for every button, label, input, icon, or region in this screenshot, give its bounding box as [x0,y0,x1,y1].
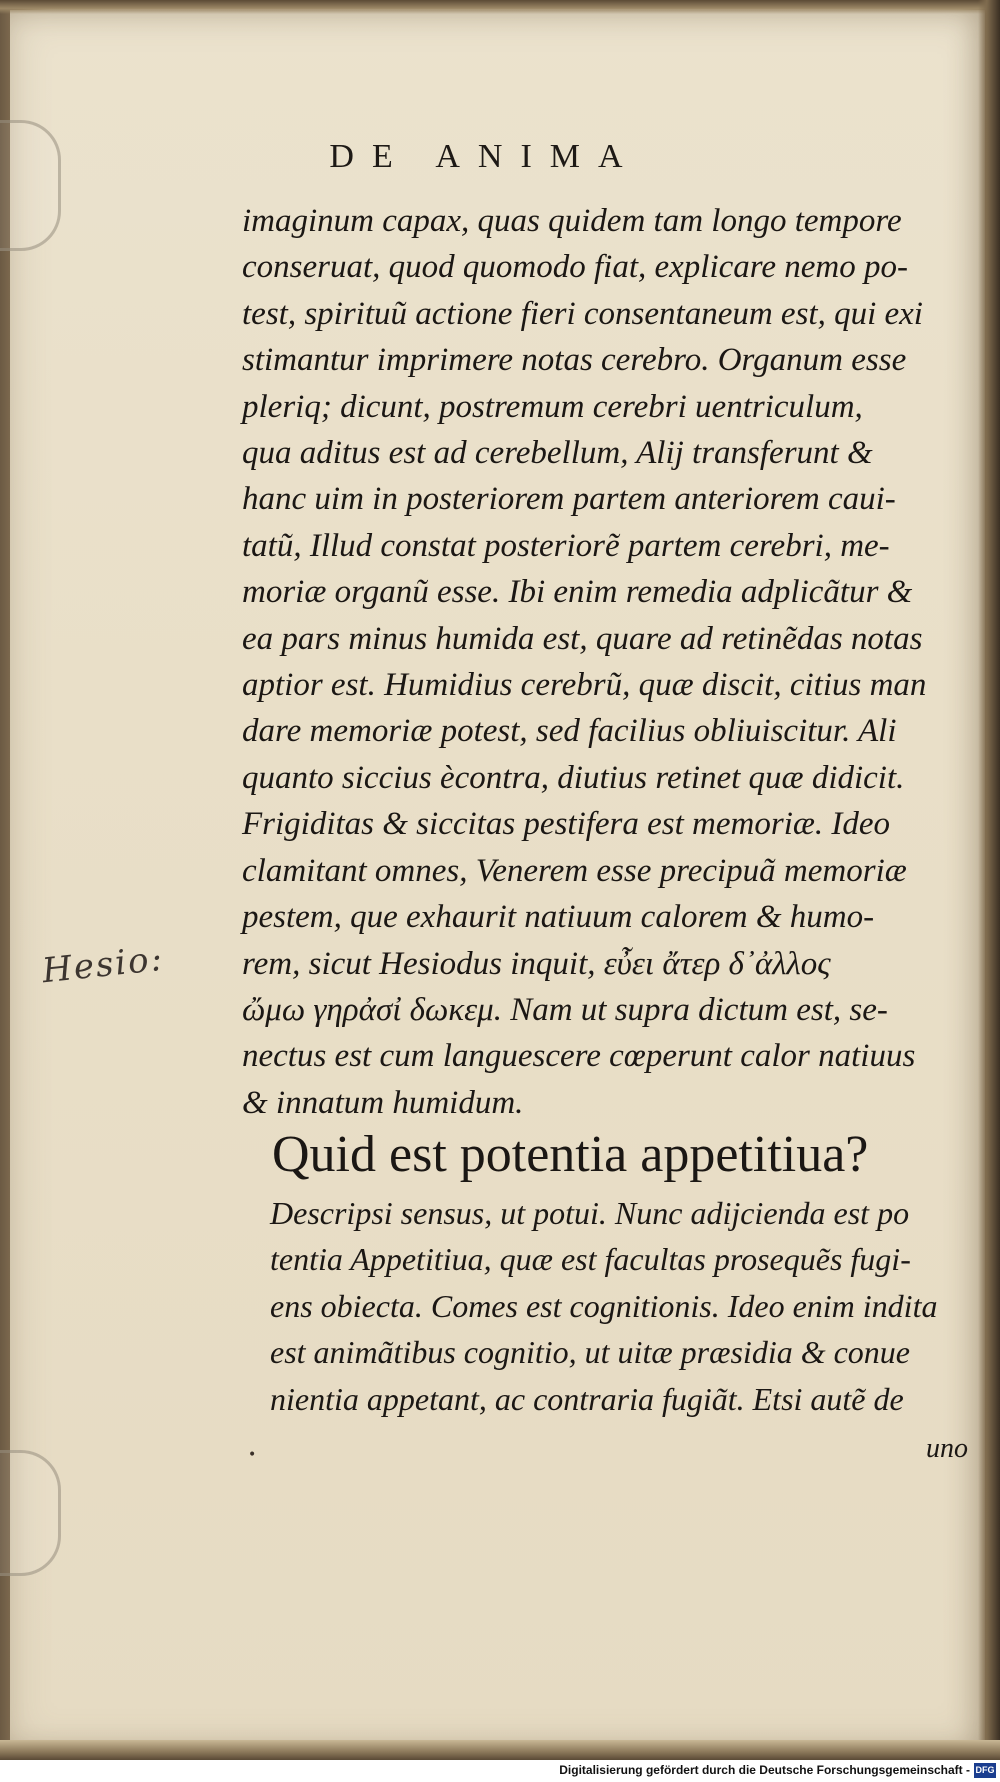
glass-clip-bottom [0,1450,61,1576]
page-top-edge [0,0,1000,14]
funding-credit: Digitalisierung gefördert durch die Deutsche Forschungsgemeinschaft - [559,1763,970,1777]
text-line: pestem, que exhaurit natiuum calorem & humo- [242,899,875,936]
text-line: tentia Appetitiua, quæ est facultas prosequẽs fugi- [270,1241,911,1278]
text-line: ὤμω γηρἀσἰ δωκεμ. Nam ut supra dictum est, se- [242,991,888,1028]
text-line: Descripsi sensus, ut potui. Nunc adijcienda est po [270,1195,910,1231]
text-line: ea pars minus humida est, quare ad retinẽdas notas [242,620,923,657]
text-line: Frigiditas & siccitas pestifera est memoriæ. Ideo [242,806,891,843]
dfg-logo-icon: DFG [974,1763,996,1778]
text-line: nientia appetant, ac contraria fugiãt. Etsi autẽ de [270,1380,904,1417]
text-line: & innatum humidum. [242,1084,524,1121]
section-heading: Quid est potentia appetitiua? [272,1126,869,1183]
text-line: imaginum capax, quas quidem tam longo tempore [242,203,902,239]
text-line: aptior est. Humidius cerebrũ, quæ discit, citius man [242,667,927,704]
text-line: moriæ organũ esse. Ibi enim remedia adplicãtur & [242,574,913,611]
text-line: nectus est cum languescere cœperunt calor natiuus [242,1038,916,1075]
text-line: test, spirituũ actione fieri consentaneum est, qui exi [242,295,923,332]
text-line: est animãtibus cognitio, ut uitæ præsidia & conue [270,1334,910,1371]
page-bottom-edge [0,1740,1000,1760]
text-line: conseruat, quod quomodo fiat, explicare nemo po- [242,249,908,286]
text-line: clamitant omnes, Venerem esse precipuã memoriæ [242,852,907,889]
running-head: DE ANIMA [329,138,641,175]
footer-bar [0,1760,1000,1782]
text-line: hanc uim in posteriorem partem anteriorem caui- [242,481,896,518]
text-line: quanto siccius ècontra, diutius retinet quæ didicit. [242,759,905,796]
text-line: dare memoriæ potest, sed facilius obliuiscitur. Ali [242,713,897,750]
text-line: ens obiecta. Comes est cognitionis. Ideo enim indita [270,1287,938,1324]
page-gutter-shadow [978,0,1000,1760]
handwritten-marginalia: Hesio: [40,938,166,992]
body-text-block-2 [270,1190,970,1422]
text-line: rem, sicut Hesiodus inquit, εὖει ἄτερ δ᾽ἀλλος [242,945,831,982]
body-text-block [242,198,960,1126]
text-line: pleriq; dicunt, postremum cerebri uentriculum, [242,388,863,425]
text-line: qua aditus est ad cerebellum, Alij transferunt & [242,435,873,472]
text-line: stimantur imprimere notas cerebro. Organum esse [242,342,907,379]
catchword: uno [926,1433,968,1464]
text-line: tatũ, Illud constat posteriorẽ partem cerebri, me- [242,527,890,564]
signature-dot: • [248,1447,257,1463]
